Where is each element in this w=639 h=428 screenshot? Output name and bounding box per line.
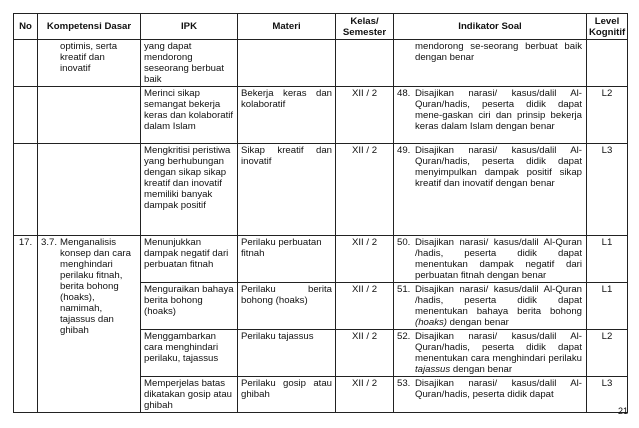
kelas-cell bbox=[336, 40, 394, 87]
page-number: 21 bbox=[617, 406, 628, 416]
indikator-text-italic: tajassus bbox=[415, 364, 451, 375]
kd-number: 3.7. bbox=[41, 237, 58, 248]
materi-cell: Perilaku perbuatan fitnah bbox=[238, 236, 336, 283]
indikator-text-post: dengan benar bbox=[450, 364, 513, 375]
level-cell: L1 bbox=[587, 236, 628, 283]
level-cell bbox=[587, 40, 628, 87]
indikator-text bbox=[415, 284, 582, 328]
indikator-cell bbox=[394, 40, 587, 87]
materi-cell bbox=[238, 40, 336, 87]
kompetensi-dasar-cell bbox=[38, 40, 141, 87]
indikator-text bbox=[415, 331, 582, 375]
kompetensi-dasar-cell bbox=[38, 236, 141, 413]
ipk-cell: Menguraikan bahaya berita bohong (hoaks) bbox=[141, 283, 238, 330]
kd-text: Menganalisis konsep dan cara menghindari perilaku fitnah, berita bohong (hoaks), namimah, tajassus dan ghibah bbox=[60, 237, 131, 336]
indikator-text-post: dengan benar bbox=[447, 317, 509, 328]
kelas-cell: XII / 2 bbox=[336, 283, 394, 330]
header-ipk: IPK bbox=[141, 14, 238, 40]
indikator-number: 49. bbox=[397, 145, 411, 156]
ipk-cell: Mengkritisi peristiwa yang berhubungan dengan sikap sikap kreatif dan inovatif memiliki banyak dampak positif bbox=[141, 144, 238, 236]
row-number bbox=[14, 144, 38, 236]
row-number bbox=[14, 40, 38, 87]
row-number: 17. bbox=[14, 236, 38, 413]
indikator-text-pre: Disajikan narasi/ kasus/dalil Al-Quran/hadis, peserta didik dapat menentukan cara menghindari perilaku bbox=[415, 331, 582, 364]
table-row bbox=[14, 40, 628, 87]
kompetensi-dasar-cell bbox=[38, 87, 141, 144]
kisi-kisi-table bbox=[13, 13, 628, 413]
ipk-cell: Menunjukkan dampak negatif dari perbuatan fitnah bbox=[141, 236, 238, 283]
kd-text: optimis, serta kreatif dan inovatif bbox=[60, 41, 118, 74]
indikator-cell bbox=[394, 144, 587, 236]
ipk-cell: Memperjelas batas dikatakan gosip atau ghibah bbox=[141, 377, 238, 413]
indikator-text: Disajikan narasi/ kasus/dalil Al-Quran /hadis, peserta didik dapat menentukan dampak negatif dari perbuatan fitnah dengan benar bbox=[415, 237, 582, 281]
indikator-cell bbox=[394, 330, 587, 377]
level-cell: L2 bbox=[587, 330, 628, 377]
materi-cell: Sikap kreatif dan inovatif bbox=[238, 144, 336, 236]
indikator-number: 52. bbox=[397, 331, 411, 342]
row-number bbox=[14, 87, 38, 144]
indikator-text: Disajikan narasi/ kasus/dalil Al-Quran/hadis, peserta didik dapat mene-gaskan ciri dan prinsip bekerja keras dalam Islam dengan benar bbox=[415, 88, 582, 132]
header-level-kognitif: Level Kognitif bbox=[587, 14, 628, 40]
indikator-cell bbox=[394, 377, 587, 413]
level-cell: L3 bbox=[587, 144, 628, 236]
indikator-number: 50. bbox=[397, 237, 411, 248]
indikator-text: Disajikan narasi/ kasus/dalil Al-Quran/hadis, peserta didik dapat bbox=[415, 378, 582, 400]
kelas-cell: XII / 2 bbox=[336, 236, 394, 283]
kelas-cell: XII / 2 bbox=[336, 144, 394, 236]
ipk-cell: Merinci sikap semangat bekerja keras dan kolaboratif dalam Islam bbox=[141, 87, 238, 144]
kelas-cell: XII / 2 bbox=[336, 87, 394, 144]
indikator-text-italic: (hoaks) bbox=[415, 317, 447, 328]
indikator-text: mendorong se-seorang berbuat baik dengan benar bbox=[415, 41, 582, 63]
table-row bbox=[14, 236, 628, 283]
header-no: No bbox=[14, 14, 38, 40]
indikator-cell bbox=[394, 236, 587, 283]
level-cell: L1 bbox=[587, 283, 628, 330]
materi-cell: Perilaku gosip atau ghibah bbox=[238, 377, 336, 413]
table-row bbox=[14, 144, 628, 236]
kelas-cell: XII / 2 bbox=[336, 330, 394, 377]
materi-cell: Perilaku berita bohong (hoaks) bbox=[238, 283, 336, 330]
table-header-row bbox=[14, 14, 628, 40]
indikator-cell bbox=[394, 283, 587, 330]
indikator-number: 51. bbox=[397, 284, 411, 295]
indikator-text: Disajikan narasi/ kasus/dalil Al-Quran/hadis, peserta didik dapat menyimpulkan dampak positif sikap kreatif dan inovatif dengan benar bbox=[415, 145, 582, 189]
kompetensi-dasar-cell bbox=[38, 144, 141, 236]
level-cell: L2 bbox=[587, 87, 628, 144]
level-cell: L3 bbox=[587, 377, 628, 413]
header-kelas-semester: Kelas/ Semester bbox=[336, 14, 394, 40]
header-indikator-soal: Indikator Soal bbox=[394, 14, 587, 40]
ipk-cell: yang dapat mendorong seseorang berbuat baik bbox=[141, 40, 238, 87]
header-materi: Materi bbox=[238, 14, 336, 40]
materi-cell: Bekerja keras dan kolaboratif bbox=[238, 87, 336, 144]
indikator-number: 48. bbox=[397, 88, 411, 99]
header-kompetensi-dasar: Kompetensi Dasar bbox=[38, 14, 141, 40]
ipk-cell: Menggambarkan cara menghindari perilaku, tajassus bbox=[141, 330, 238, 377]
indikator-text-pre: Disajikan narasi/ kasus/dalil Al-Quran /hadis, peserta didik dapat menentukan bahaya berita bohong bbox=[415, 284, 582, 317]
indikator-cell bbox=[394, 87, 587, 144]
indikator-number: 53. bbox=[397, 378, 411, 389]
materi-cell: Perilaku tajassus bbox=[238, 330, 336, 377]
table-row bbox=[14, 87, 628, 144]
kelas-cell: XII / 2 bbox=[336, 377, 394, 413]
